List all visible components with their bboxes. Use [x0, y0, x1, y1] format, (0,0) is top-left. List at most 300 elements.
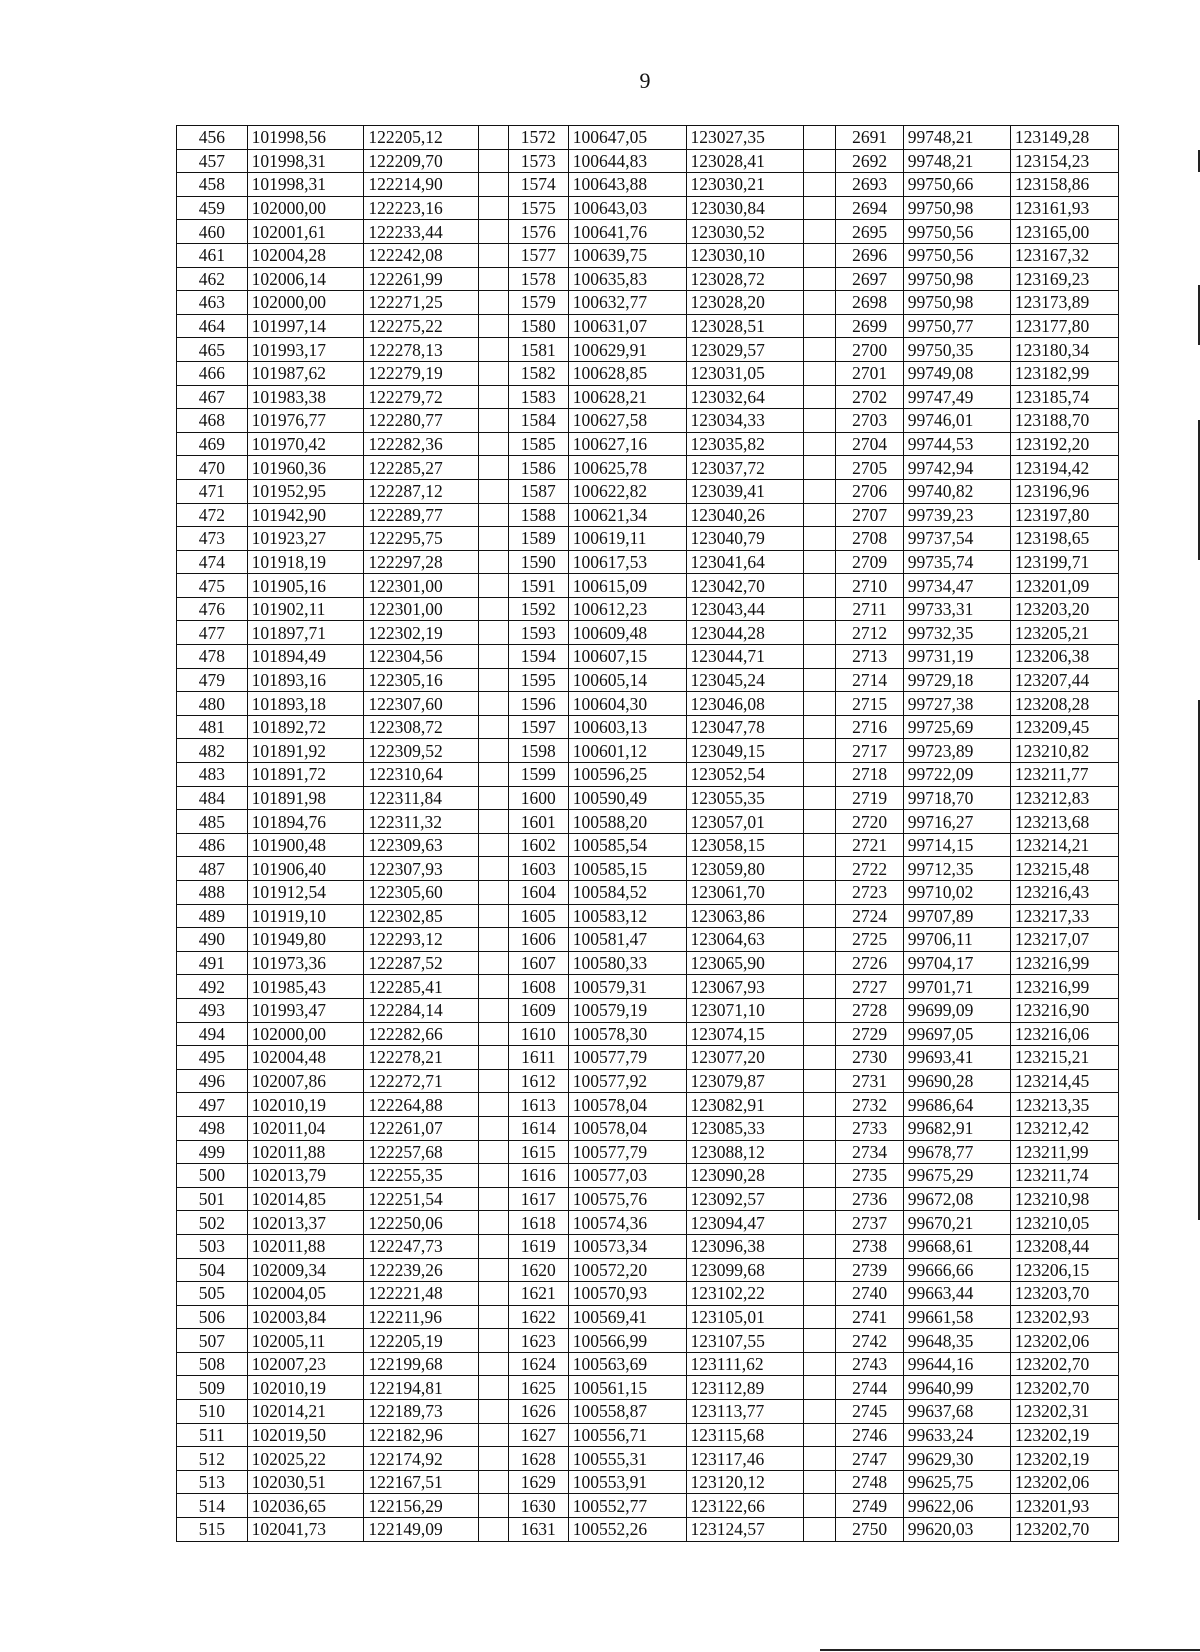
column-gap — [804, 456, 836, 480]
x-coordinate-cell: 101983,38 — [247, 385, 364, 409]
column-gap — [478, 1116, 508, 1140]
column-gap — [804, 621, 836, 645]
x-coordinate-cell: 99731,19 — [903, 645, 1010, 669]
x-coordinate-cell: 99620,03 — [903, 1518, 1010, 1542]
y-coordinate-cell: 123099,68 — [686, 1258, 804, 1282]
table-row — [177, 126, 1119, 150]
point-number-cell: 495 — [177, 1046, 248, 1070]
column-gap — [804, 503, 836, 527]
point-number-cell: 1608 — [508, 975, 568, 999]
y-coordinate-cell: 122156,29 — [364, 1494, 479, 1518]
x-coordinate-cell: 101942,90 — [247, 503, 364, 527]
table-row — [177, 574, 1119, 598]
x-coordinate-cell: 99727,38 — [903, 692, 1010, 716]
point-number-cell: 1575 — [508, 196, 568, 220]
point-number-cell: 2705 — [836, 456, 903, 480]
x-coordinate-cell: 100566,99 — [568, 1329, 686, 1353]
point-number-cell: 2711 — [836, 597, 903, 621]
point-number-cell: 465 — [177, 338, 248, 362]
y-coordinate-cell: 123202,31 — [1010, 1400, 1118, 1424]
y-coordinate-cell: 122280,77 — [364, 409, 479, 433]
y-coordinate-cell: 123202,06 — [1010, 1470, 1118, 1494]
x-coordinate-cell: 100584,52 — [568, 881, 686, 905]
y-coordinate-cell: 123067,93 — [686, 975, 804, 999]
x-coordinate-cell: 99644,16 — [903, 1352, 1010, 1376]
y-coordinate-cell: 123028,20 — [686, 291, 804, 315]
column-gap — [804, 1400, 836, 1424]
y-coordinate-cell: 123055,35 — [686, 786, 804, 810]
y-coordinate-cell: 123088,12 — [686, 1140, 804, 1164]
x-coordinate-cell: 100628,85 — [568, 361, 686, 385]
point-number-cell: 2713 — [836, 645, 903, 669]
y-coordinate-cell: 123047,78 — [686, 715, 804, 739]
x-coordinate-cell: 99712,35 — [903, 857, 1010, 881]
column-gap — [804, 409, 836, 433]
y-coordinate-cell: 122307,93 — [364, 857, 479, 881]
x-coordinate-cell: 99666,66 — [903, 1258, 1010, 1282]
x-coordinate-cell: 102007,23 — [247, 1352, 364, 1376]
y-coordinate-cell: 122278,21 — [364, 1046, 479, 1070]
x-coordinate-cell: 99749,08 — [903, 361, 1010, 385]
point-number-cell: 508 — [177, 1352, 248, 1376]
column-gap — [804, 1376, 836, 1400]
point-number-cell: 1596 — [508, 692, 568, 716]
y-coordinate-cell: 123085,33 — [686, 1116, 804, 1140]
y-coordinate-cell: 123182,99 — [1010, 361, 1118, 385]
table-row — [177, 1376, 1119, 1400]
x-coordinate-cell: 101952,95 — [247, 479, 364, 503]
y-coordinate-cell: 123198,65 — [1010, 527, 1118, 551]
x-coordinate-cell: 100631,07 — [568, 314, 686, 338]
column-gap — [478, 409, 508, 433]
table-row — [177, 692, 1119, 716]
coordinates-table — [176, 125, 1119, 1542]
y-coordinate-cell: 122149,09 — [364, 1518, 479, 1542]
table-row — [177, 1282, 1119, 1306]
y-coordinate-cell: 123217,33 — [1010, 904, 1118, 928]
point-number-cell: 2719 — [836, 786, 903, 810]
y-coordinate-cell: 123045,24 — [686, 668, 804, 692]
x-coordinate-cell: 99682,91 — [903, 1116, 1010, 1140]
point-number-cell: 475 — [177, 574, 248, 598]
x-coordinate-cell: 100556,71 — [568, 1423, 686, 1447]
y-coordinate-cell: 122239,26 — [364, 1258, 479, 1282]
column-gap — [478, 715, 508, 739]
point-number-cell: 2745 — [836, 1400, 903, 1424]
point-number-cell: 1585 — [508, 432, 568, 456]
column-gap — [478, 1423, 508, 1447]
y-coordinate-cell: 123208,44 — [1010, 1234, 1118, 1258]
table-row — [177, 715, 1119, 739]
y-coordinate-cell: 123197,80 — [1010, 503, 1118, 527]
x-coordinate-cell: 99707,89 — [903, 904, 1010, 928]
y-coordinate-cell: 123111,62 — [686, 1352, 804, 1376]
point-number-cell: 1602 — [508, 833, 568, 857]
y-coordinate-cell: 122287,12 — [364, 479, 479, 503]
column-gap — [478, 149, 508, 173]
x-coordinate-cell: 101970,42 — [247, 432, 364, 456]
x-coordinate-cell: 100553,91 — [568, 1470, 686, 1494]
column-gap — [478, 361, 508, 385]
y-coordinate-cell: 122194,81 — [364, 1376, 479, 1400]
y-coordinate-cell: 123210,05 — [1010, 1211, 1118, 1235]
column-gap — [804, 1329, 836, 1353]
column-gap — [478, 1140, 508, 1164]
table-row — [177, 1187, 1119, 1211]
point-number-cell: 1587 — [508, 479, 568, 503]
x-coordinate-cell: 99750,77 — [903, 314, 1010, 338]
point-number-cell: 2735 — [836, 1164, 903, 1188]
x-coordinate-cell: 100585,54 — [568, 833, 686, 857]
point-number-cell: 2728 — [836, 998, 903, 1022]
table-row — [177, 833, 1119, 857]
y-coordinate-cell: 123202,70 — [1010, 1376, 1118, 1400]
table-row — [177, 291, 1119, 315]
point-number-cell: 474 — [177, 550, 248, 574]
x-coordinate-cell: 100621,34 — [568, 503, 686, 527]
y-coordinate-cell: 123059,80 — [686, 857, 804, 881]
y-coordinate-cell: 122284,14 — [364, 998, 479, 1022]
point-number-cell: 1590 — [508, 550, 568, 574]
column-gap — [478, 338, 508, 362]
y-coordinate-cell: 122279,72 — [364, 385, 479, 409]
point-number-cell: 2723 — [836, 881, 903, 905]
column-gap — [804, 1282, 836, 1306]
y-coordinate-cell: 123031,05 — [686, 361, 804, 385]
point-number-cell: 2715 — [836, 692, 903, 716]
point-number-cell: 1631 — [508, 1518, 568, 1542]
point-number-cell: 2712 — [836, 621, 903, 645]
y-coordinate-cell: 122209,70 — [364, 149, 479, 173]
y-coordinate-cell: 123205,21 — [1010, 621, 1118, 645]
y-coordinate-cell: 122305,16 — [364, 668, 479, 692]
point-number-cell: 2709 — [836, 550, 903, 574]
x-coordinate-cell: 99750,98 — [903, 196, 1010, 220]
column-gap — [478, 479, 508, 503]
table-row — [177, 904, 1119, 928]
y-coordinate-cell: 122287,52 — [364, 951, 479, 975]
point-number-cell: 1623 — [508, 1329, 568, 1353]
x-coordinate-cell: 101905,16 — [247, 574, 364, 598]
column-gap — [804, 1470, 836, 1494]
column-gap — [478, 126, 508, 150]
x-coordinate-cell: 100644,83 — [568, 149, 686, 173]
x-coordinate-cell: 100628,21 — [568, 385, 686, 409]
y-coordinate-cell: 123214,45 — [1010, 1069, 1118, 1093]
x-coordinate-cell: 102041,73 — [247, 1518, 364, 1542]
point-number-cell: 461 — [177, 243, 248, 267]
y-coordinate-cell: 123177,80 — [1010, 314, 1118, 338]
y-coordinate-cell: 123213,68 — [1010, 810, 1118, 834]
y-coordinate-cell: 122214,90 — [364, 173, 479, 197]
y-coordinate-cell: 122242,08 — [364, 243, 479, 267]
point-number-cell: 1595 — [508, 668, 568, 692]
y-coordinate-cell: 123044,28 — [686, 621, 804, 645]
y-coordinate-cell: 123217,07 — [1010, 928, 1118, 952]
point-number-cell: 2739 — [836, 1258, 903, 1282]
x-coordinate-cell: 102000,00 — [247, 291, 364, 315]
x-coordinate-cell: 100583,12 — [568, 904, 686, 928]
column-gap — [804, 1046, 836, 1070]
point-number-cell: 2729 — [836, 1022, 903, 1046]
point-number-cell: 2710 — [836, 574, 903, 598]
y-coordinate-cell: 122199,68 — [364, 1352, 479, 1376]
point-number-cell: 2702 — [836, 385, 903, 409]
point-number-cell: 483 — [177, 763, 248, 787]
x-coordinate-cell: 101900,48 — [247, 833, 364, 857]
point-number-cell: 467 — [177, 385, 248, 409]
column-gap — [804, 314, 836, 338]
point-number-cell: 486 — [177, 833, 248, 857]
point-number-cell: 481 — [177, 715, 248, 739]
table-row — [177, 503, 1119, 527]
column-gap — [478, 220, 508, 244]
column-gap — [804, 338, 836, 362]
table-row — [177, 739, 1119, 763]
y-coordinate-cell: 123212,83 — [1010, 786, 1118, 810]
x-coordinate-cell: 102004,05 — [247, 1282, 364, 1306]
y-coordinate-cell: 123201,93 — [1010, 1494, 1118, 1518]
x-coordinate-cell: 99629,30 — [903, 1447, 1010, 1471]
y-coordinate-cell: 123202,70 — [1010, 1518, 1118, 1542]
x-coordinate-cell: 100578,04 — [568, 1116, 686, 1140]
x-coordinate-cell: 101894,76 — [247, 810, 364, 834]
y-coordinate-cell: 122305,60 — [364, 881, 479, 905]
y-coordinate-cell: 123079,87 — [686, 1069, 804, 1093]
column-gap — [478, 267, 508, 291]
point-number-cell: 1613 — [508, 1093, 568, 1117]
x-coordinate-cell: 101998,31 — [247, 173, 364, 197]
column-gap — [478, 1329, 508, 1353]
table-row — [177, 1140, 1119, 1164]
y-coordinate-cell: 123063,86 — [686, 904, 804, 928]
column-gap — [478, 1187, 508, 1211]
point-number-cell: 457 — [177, 149, 248, 173]
x-coordinate-cell: 102000,00 — [247, 1022, 364, 1046]
table-row — [177, 361, 1119, 385]
x-coordinate-cell: 101993,17 — [247, 338, 364, 362]
y-coordinate-cell: 123074,15 — [686, 1022, 804, 1046]
x-coordinate-cell: 99710,02 — [903, 881, 1010, 905]
column-gap — [804, 1234, 836, 1258]
y-coordinate-cell: 122250,06 — [364, 1211, 479, 1235]
table-row — [177, 432, 1119, 456]
point-number-cell: 2697 — [836, 267, 903, 291]
y-coordinate-cell: 123061,70 — [686, 881, 804, 905]
table-row — [177, 1423, 1119, 1447]
x-coordinate-cell: 99748,21 — [903, 149, 1010, 173]
point-number-cell: 1589 — [508, 527, 568, 551]
table-row — [177, 645, 1119, 669]
point-number-cell: 1615 — [508, 1140, 568, 1164]
x-coordinate-cell: 100588,20 — [568, 810, 686, 834]
table-row — [177, 267, 1119, 291]
table-row — [177, 1494, 1119, 1518]
point-number-cell: 1622 — [508, 1305, 568, 1329]
point-number-cell: 494 — [177, 1022, 248, 1046]
column-gap — [804, 550, 836, 574]
x-coordinate-cell: 102011,88 — [247, 1140, 364, 1164]
point-number-cell: 2700 — [836, 338, 903, 362]
y-coordinate-cell: 123165,00 — [1010, 220, 1118, 244]
y-coordinate-cell: 123043,44 — [686, 597, 804, 621]
point-number-cell: 470 — [177, 456, 248, 480]
table-row — [177, 1352, 1119, 1376]
point-number-cell: 1617 — [508, 1187, 568, 1211]
x-coordinate-cell: 100552,26 — [568, 1518, 686, 1542]
column-gap — [804, 1140, 836, 1164]
column-gap — [478, 1022, 508, 1046]
x-coordinate-cell: 99746,01 — [903, 409, 1010, 433]
y-coordinate-cell: 123173,89 — [1010, 291, 1118, 315]
y-coordinate-cell: 123124,57 — [686, 1518, 804, 1542]
x-coordinate-cell: 100580,33 — [568, 951, 686, 975]
point-number-cell: 2718 — [836, 763, 903, 787]
table-row — [177, 1116, 1119, 1140]
point-number-cell: 1616 — [508, 1164, 568, 1188]
x-coordinate-cell: 100569,41 — [568, 1305, 686, 1329]
point-number-cell: 1624 — [508, 1352, 568, 1376]
column-gap — [804, 1423, 836, 1447]
y-coordinate-cell: 123216,43 — [1010, 881, 1118, 905]
point-number-cell: 2746 — [836, 1423, 903, 1447]
x-coordinate-cell: 100604,30 — [568, 692, 686, 716]
x-coordinate-cell: 101918,19 — [247, 550, 364, 574]
point-number-cell: 492 — [177, 975, 248, 999]
x-coordinate-cell: 100552,77 — [568, 1494, 686, 1518]
point-number-cell: 2740 — [836, 1282, 903, 1306]
column-gap — [804, 479, 836, 503]
x-coordinate-cell: 99640,99 — [903, 1376, 1010, 1400]
y-coordinate-cell: 123092,57 — [686, 1187, 804, 1211]
table-row — [177, 1046, 1119, 1070]
point-number-cell: 1584 — [508, 409, 568, 433]
x-coordinate-cell: 100585,15 — [568, 857, 686, 881]
column-gap — [478, 314, 508, 338]
column-gap — [804, 763, 836, 787]
y-coordinate-cell: 123185,74 — [1010, 385, 1118, 409]
x-coordinate-cell: 101891,98 — [247, 786, 364, 810]
column-gap — [804, 1164, 836, 1188]
column-gap — [478, 1447, 508, 1471]
x-coordinate-cell: 100558,87 — [568, 1400, 686, 1424]
column-gap — [804, 173, 836, 197]
column-gap — [804, 574, 836, 598]
table-row — [177, 314, 1119, 338]
point-number-cell: 2727 — [836, 975, 903, 999]
point-number-cell: 466 — [177, 361, 248, 385]
point-number-cell: 463 — [177, 291, 248, 315]
x-coordinate-cell: 100570,93 — [568, 1282, 686, 1306]
x-coordinate-cell: 101987,62 — [247, 361, 364, 385]
x-coordinate-cell: 99750,98 — [903, 291, 1010, 315]
x-coordinate-cell: 100574,36 — [568, 1211, 686, 1235]
point-number-cell: 2748 — [836, 1470, 903, 1494]
point-number-cell: 506 — [177, 1305, 248, 1329]
table-row — [177, 1329, 1119, 1353]
column-gap — [804, 361, 836, 385]
point-number-cell: 2730 — [836, 1046, 903, 1070]
y-coordinate-cell: 122205,12 — [364, 126, 479, 150]
point-number-cell: 1588 — [508, 503, 568, 527]
y-coordinate-cell: 123113,77 — [686, 1400, 804, 1424]
y-coordinate-cell: 123090,28 — [686, 1164, 804, 1188]
point-number-cell: 1629 — [508, 1470, 568, 1494]
x-coordinate-cell: 99699,09 — [903, 998, 1010, 1022]
x-coordinate-cell: 99690,28 — [903, 1069, 1010, 1093]
table-row — [177, 409, 1119, 433]
y-coordinate-cell: 122247,73 — [364, 1234, 479, 1258]
column-gap — [478, 1211, 508, 1235]
y-coordinate-cell: 123167,32 — [1010, 243, 1118, 267]
point-number-cell: 476 — [177, 597, 248, 621]
x-coordinate-cell: 99706,11 — [903, 928, 1010, 952]
coordinates-table-body — [177, 126, 1119, 1542]
x-coordinate-cell: 102030,51 — [247, 1470, 364, 1494]
point-number-cell: 1601 — [508, 810, 568, 834]
y-coordinate-cell: 123215,48 — [1010, 857, 1118, 881]
y-coordinate-cell: 123028,72 — [686, 267, 804, 291]
x-coordinate-cell: 99637,68 — [903, 1400, 1010, 1424]
y-coordinate-cell: 123028,41 — [686, 149, 804, 173]
y-coordinate-cell: 122279,19 — [364, 361, 479, 385]
column-gap — [804, 692, 836, 716]
column-gap — [478, 1494, 508, 1518]
y-coordinate-cell: 123216,06 — [1010, 1022, 1118, 1046]
y-coordinate-cell: 122261,99 — [364, 267, 479, 291]
x-coordinate-cell: 99740,82 — [903, 479, 1010, 503]
point-number-cell: 2703 — [836, 409, 903, 433]
point-number-cell: 2734 — [836, 1140, 903, 1164]
x-coordinate-cell: 99747,49 — [903, 385, 1010, 409]
x-coordinate-cell: 99672,08 — [903, 1187, 1010, 1211]
point-number-cell: 2721 — [836, 833, 903, 857]
x-coordinate-cell: 100596,25 — [568, 763, 686, 787]
x-coordinate-cell: 100603,13 — [568, 715, 686, 739]
point-number-cell: 2743 — [836, 1352, 903, 1376]
column-gap — [804, 432, 836, 456]
y-coordinate-cell: 122309,52 — [364, 739, 479, 763]
x-coordinate-cell: 100609,48 — [568, 621, 686, 645]
x-coordinate-cell: 100590,49 — [568, 786, 686, 810]
y-coordinate-cell: 123202,19 — [1010, 1423, 1118, 1447]
x-coordinate-cell: 99744,53 — [903, 432, 1010, 456]
x-coordinate-cell: 99697,05 — [903, 1022, 1010, 1046]
x-coordinate-cell: 100625,78 — [568, 456, 686, 480]
x-coordinate-cell: 99722,09 — [903, 763, 1010, 787]
y-coordinate-cell: 123180,34 — [1010, 338, 1118, 362]
point-number-cell: 2692 — [836, 149, 903, 173]
point-number-cell: 2724 — [836, 904, 903, 928]
point-number-cell: 500 — [177, 1164, 248, 1188]
point-number-cell: 507 — [177, 1329, 248, 1353]
y-coordinate-cell: 122295,75 — [364, 527, 479, 551]
x-coordinate-cell: 99663,44 — [903, 1282, 1010, 1306]
table-row — [177, 1470, 1119, 1494]
column-gap — [478, 692, 508, 716]
y-coordinate-cell: 122167,51 — [364, 1470, 479, 1494]
column-gap — [478, 1400, 508, 1424]
x-coordinate-cell: 100578,04 — [568, 1093, 686, 1117]
y-coordinate-cell: 122255,35 — [364, 1164, 479, 1188]
column-gap — [804, 833, 836, 857]
y-coordinate-cell: 123207,44 — [1010, 668, 1118, 692]
y-coordinate-cell: 122285,41 — [364, 975, 479, 999]
column-gap — [804, 527, 836, 551]
x-coordinate-cell: 99735,74 — [903, 550, 1010, 574]
table-row — [177, 1069, 1119, 1093]
point-number-cell: 504 — [177, 1258, 248, 1282]
